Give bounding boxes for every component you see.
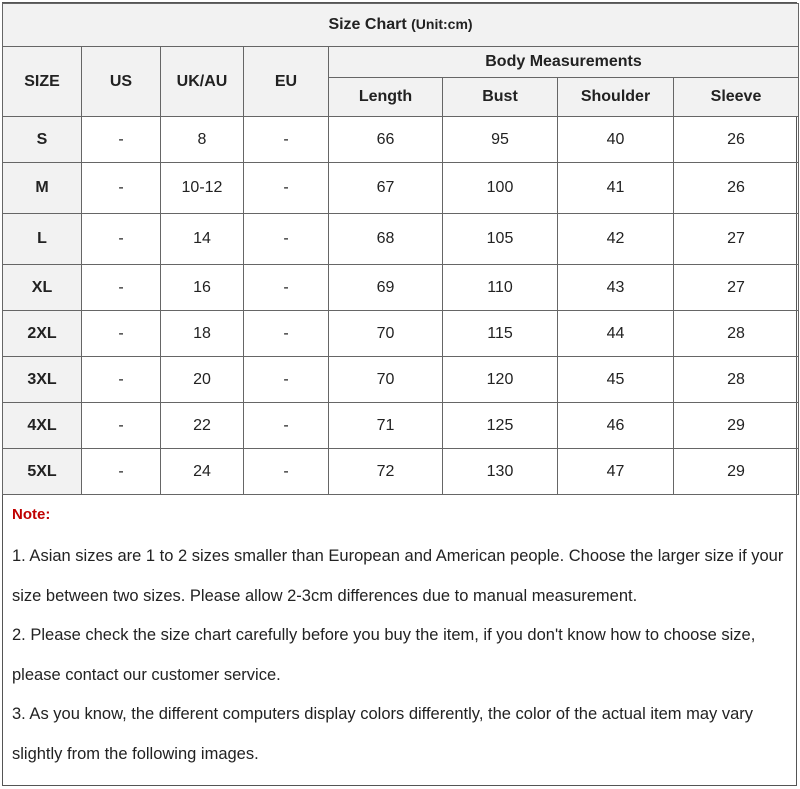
header-body-measurements: Body Measurements xyxy=(329,47,799,78)
cell-size: M xyxy=(3,163,82,214)
cell-eu: - xyxy=(244,265,329,311)
cell-ukau: 24 xyxy=(161,449,244,495)
cell-bust: 115 xyxy=(443,311,558,357)
table-row xyxy=(3,117,799,163)
cell-length: 70 xyxy=(329,311,443,357)
cell-shoulder: 46 xyxy=(558,403,674,449)
cell-eu: - xyxy=(244,117,329,163)
chart-title-text: Size Chart xyxy=(328,16,407,33)
header-size: SIZE xyxy=(3,47,82,117)
cell-shoulder: 41 xyxy=(558,163,674,214)
cell-shoulder: 45 xyxy=(558,357,674,403)
cell-sleeve: 28 xyxy=(674,357,799,403)
note-label: Note: xyxy=(12,506,51,523)
cell-us: - xyxy=(82,163,161,214)
cell-size: 2XL xyxy=(3,311,82,357)
cell-length: 68 xyxy=(329,214,443,265)
cell-eu: - xyxy=(244,214,329,265)
note-item-3: 3. As you know, the different computers display colors differently, the color of the actual item may vary slightly from the following images. xyxy=(12,705,754,763)
cell-sleeve: 27 xyxy=(674,214,799,265)
cell-size: S xyxy=(3,117,82,163)
cell-length: 69 xyxy=(329,265,443,311)
cell-eu: - xyxy=(244,449,329,495)
table-row xyxy=(3,311,799,357)
header-sleeve: Sleeve xyxy=(674,78,799,117)
cell-length: 67 xyxy=(329,163,443,214)
cell-bust: 125 xyxy=(443,403,558,449)
cell-us: - xyxy=(82,357,161,403)
cell-bust: 95 xyxy=(443,117,558,163)
header-bust: Bust xyxy=(443,78,558,117)
header-eu: EU xyxy=(244,47,329,117)
header-ukau: UK/AU xyxy=(161,47,244,117)
table-row xyxy=(3,214,799,265)
table-row xyxy=(3,163,799,214)
cell-sleeve: 26 xyxy=(674,117,799,163)
size-chart-sheet xyxy=(2,2,797,786)
table-row xyxy=(3,403,799,449)
cell-us: - xyxy=(82,403,161,449)
cell-sleeve: 29 xyxy=(674,403,799,449)
cell-shoulder: 44 xyxy=(558,311,674,357)
cell-shoulder: 40 xyxy=(558,117,674,163)
cell-us: - xyxy=(82,265,161,311)
note-item-1: 1. Asian sizes are 1 to 2 sizes smaller than European and American people. Choose the larger size if your size between two sizes. Please allow 2-3cm differences due to manual measurement. xyxy=(12,547,784,605)
cell-shoulder: 43 xyxy=(558,265,674,311)
cell-ukau: 14 xyxy=(161,214,244,265)
cell-size: 4XL xyxy=(3,403,82,449)
header-us: US xyxy=(82,47,161,117)
header-length: Length xyxy=(329,78,443,117)
cell-length: 71 xyxy=(329,403,443,449)
cell-eu: - xyxy=(244,357,329,403)
cell-sleeve: 29 xyxy=(674,449,799,495)
chart-title xyxy=(3,4,799,47)
cell-bust: 100 xyxy=(443,163,558,214)
cell-length: 72 xyxy=(329,449,443,495)
note-item-2: 2. Please check the size chart carefully before you buy the item, if you don't know how to choose size, please contact our customer service. xyxy=(12,626,756,684)
cell-bust: 110 xyxy=(443,265,558,311)
size-chart-table xyxy=(2,3,799,495)
cell-bust: 105 xyxy=(443,214,558,265)
table-row xyxy=(3,449,799,495)
cell-us: - xyxy=(82,449,161,495)
table-row xyxy=(3,357,799,403)
cell-size: XL xyxy=(3,265,82,311)
cell-length: 66 xyxy=(329,117,443,163)
cell-ukau: 18 xyxy=(161,311,244,357)
cell-ukau: 20 xyxy=(161,357,244,403)
table-row xyxy=(3,265,799,311)
chart-title-unit: (Unit:cm) xyxy=(411,16,473,32)
cell-ukau: 8 xyxy=(161,117,244,163)
cell-bust: 120 xyxy=(443,357,558,403)
cell-us: - xyxy=(82,214,161,265)
cell-eu: - xyxy=(244,163,329,214)
cell-sleeve: 27 xyxy=(674,265,799,311)
cell-ukau: 22 xyxy=(161,403,244,449)
cell-size: 5XL xyxy=(3,449,82,495)
cell-length: 70 xyxy=(329,357,443,403)
cell-eu: - xyxy=(244,311,329,357)
cell-bust: 130 xyxy=(443,449,558,495)
notes-section xyxy=(3,495,796,774)
header-shoulder: Shoulder xyxy=(558,78,674,117)
cell-sleeve: 26 xyxy=(674,163,799,214)
cell-ukau: 10-12 xyxy=(161,163,244,214)
cell-us: - xyxy=(82,311,161,357)
cell-size: 3XL xyxy=(3,357,82,403)
cell-sleeve: 28 xyxy=(674,311,799,357)
cell-shoulder: 42 xyxy=(558,214,674,265)
cell-size: L xyxy=(3,214,82,265)
cell-us: - xyxy=(82,117,161,163)
cell-ukau: 16 xyxy=(161,265,244,311)
cell-eu: - xyxy=(244,403,329,449)
cell-shoulder: 47 xyxy=(558,449,674,495)
